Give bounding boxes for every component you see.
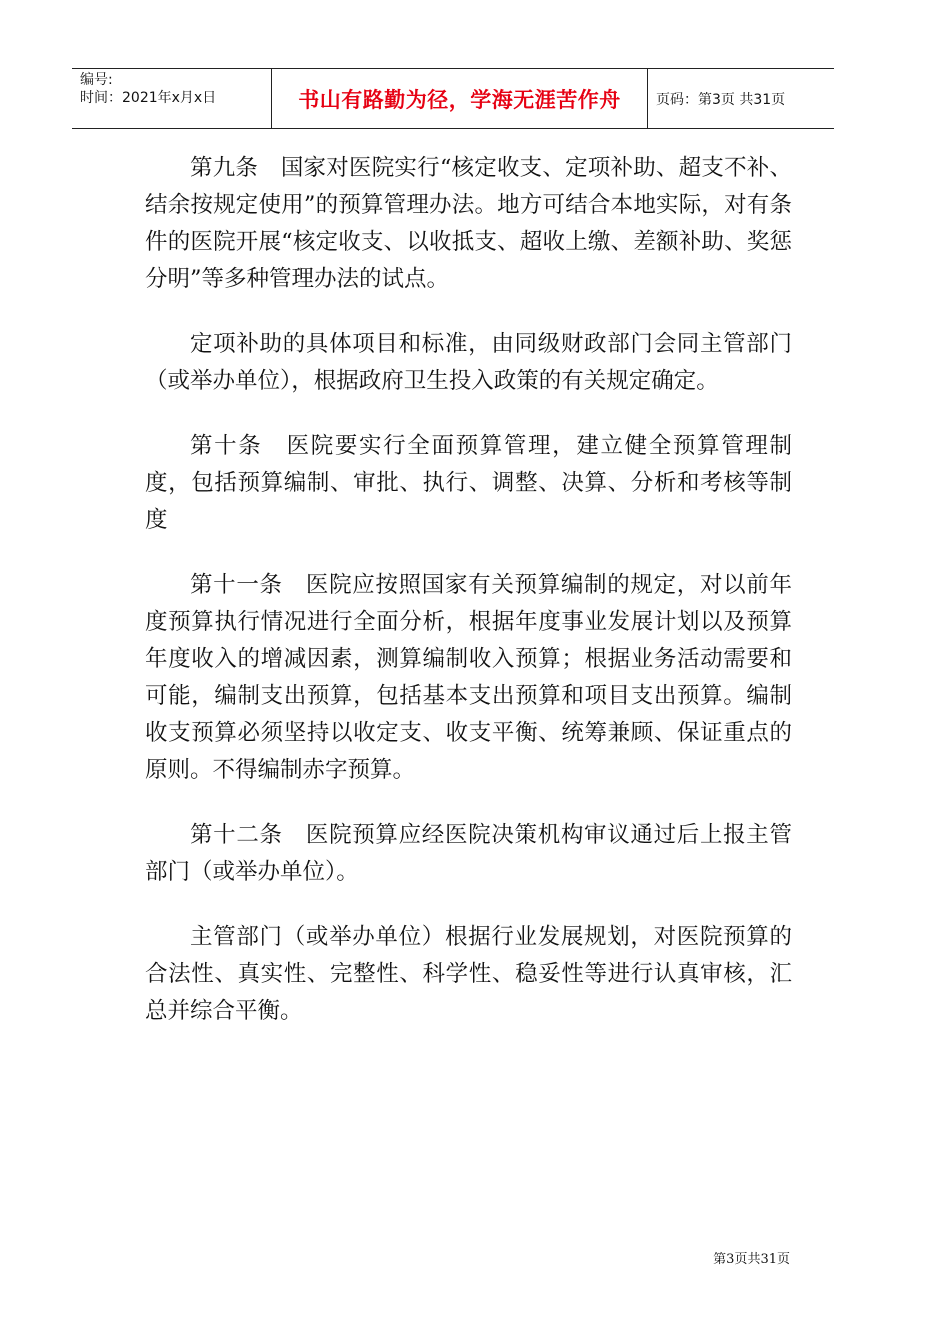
paragraph: 第九条 国家对医院实行“核定收支、定项补助、超支不补、结余按规定使用”的预算管理办法。地方可结合本地实际，对有条件的医院开展“核定收支、以收抵支、超收上缴、差额补助、奖惩分明”等多种管理办法的试点。 (145, 155, 792, 292)
header-info (72, 69, 272, 128)
header-motto: 书山有路勤为径，学海无涯苦作舟 (272, 69, 648, 128)
date-label: 时间：2021年x月x日 (80, 90, 217, 106)
header-page-label: 页码：第3页 共31页 (656, 91, 786, 108)
page-header (72, 68, 834, 129)
paragraph: 主管部门（或举办单位）根据行业发展规划，对医院预算的合法性、真实性、完整性、科学性、稳妥性等进行认真审核，汇总并综合平衡。 (145, 924, 792, 1024)
number-label: 编号: (80, 72, 113, 88)
paragraph: 定项补助的具体项目和标准，由同级财政部门会同主管部门（或举办单位），根据政府卫生投入政策的有关规定确定。 (145, 331, 792, 394)
document-body (145, 150, 792, 1058)
paragraph: 第十条 医院要实行全面预算管理，建立健全预算管理制度，包括预算编制、审批、执行、调整、决算、分析和考核等制度 (145, 433, 792, 533)
page-footer: 第3页共31页 (713, 1252, 790, 1267)
paragraph: 第十一条 医院应按照国家有关预算编制的规定，对以前年度预算执行情况进行全面分析，根据年度事业发展计划以及预算年度收入的增减因素，测算编制收入预算；根据业务活动需要和可能，编制支出预算，包括基本支出预算和项目支出预算。编制收支预算必须坚持以收定支、收支平衡、统筹兼顾、保证重点的原则。不得编制赤字预算。 (145, 572, 792, 783)
paragraph: 第十二条 医院预算应经医院决策机构审议通过后上报主管部门（或举办单位）。 (145, 822, 792, 885)
